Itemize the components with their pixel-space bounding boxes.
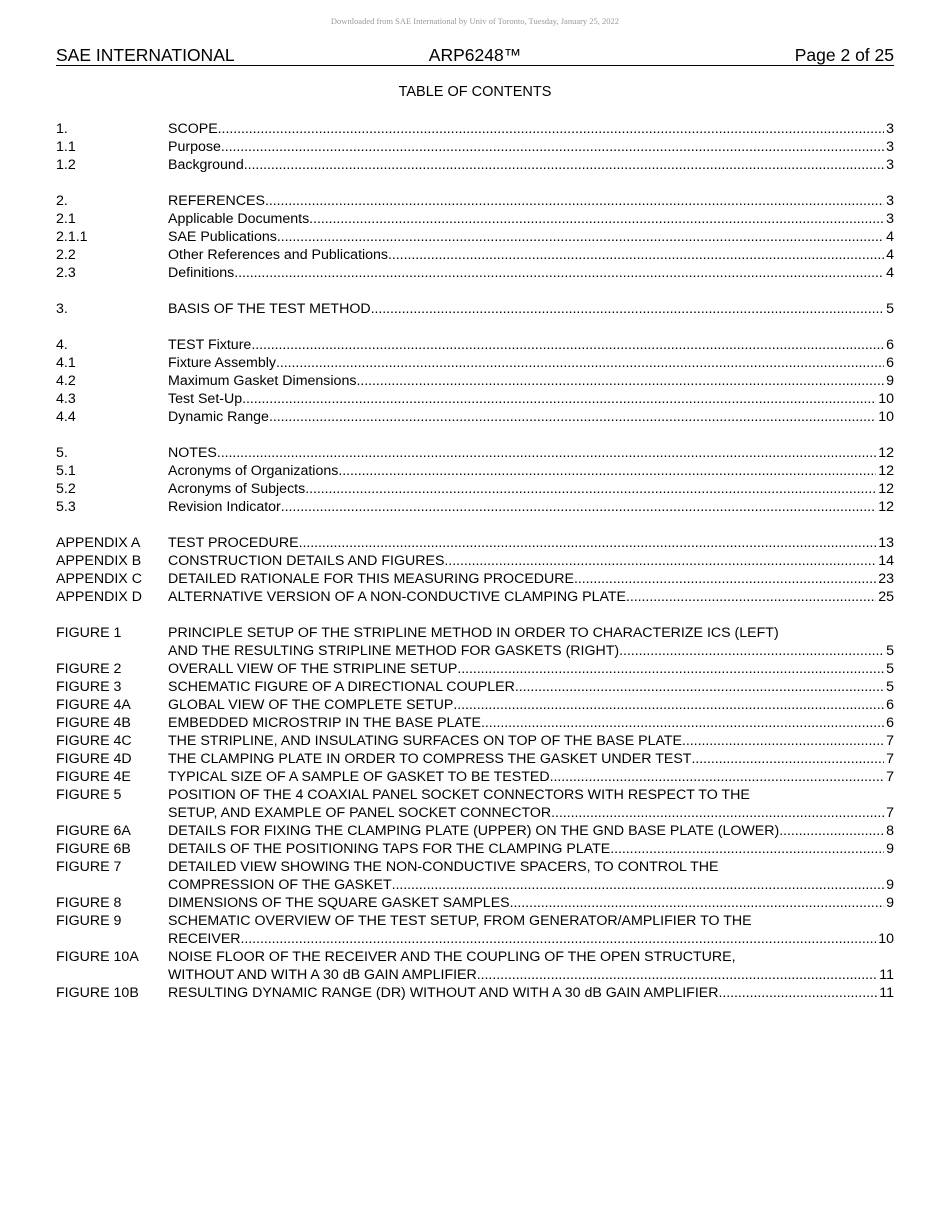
toc-page-number: 5	[886, 661, 894, 677]
toc-entry-number: 4.2	[56, 373, 76, 389]
toc-page-number: 6	[886, 355, 894, 371]
toc-entry-link[interactable]	[168, 408, 894, 426]
dot-leader	[719, 984, 878, 1002]
toc-entry-number: 4.1	[56, 355, 76, 371]
toc-entry-title: EMBEDDED MICROSTRIP IN THE BASE PLATE	[168, 715, 481, 731]
header-page-number: Page 2 of 25	[794, 45, 894, 65]
toc-row	[56, 750, 894, 768]
toc-row	[56, 444, 894, 462]
toc-entry-link[interactable]	[168, 984, 894, 1002]
toc-page-number: 6	[886, 715, 894, 731]
toc-page-number: 4	[886, 229, 894, 245]
toc-entry-title: RESULTING DYNAMIC RANGE (DR) WITHOUT AND WITH A 30 dB GAIN AMPLIFIER	[168, 985, 719, 1001]
toc-entry-title: ALTERNATIVE VERSION OF A NON-CONDUCTIVE CLAMPING PLATE	[168, 589, 627, 605]
toc-row	[56, 714, 894, 732]
dot-leader	[265, 192, 884, 210]
toc-page-number: 9	[886, 895, 894, 911]
toc-entry-number: FIGURE 10B	[56, 985, 139, 1001]
toc-entry-title: SCOPE	[168, 121, 218, 137]
toc-entry-title: DETAILED RATIONALE FOR THIS MEASURING PROCEDURE	[168, 571, 574, 587]
toc-entry-title: SETUP, AND EXAMPLE OF PANEL SOCKET CONNECTOR	[168, 805, 552, 821]
toc-page-number: 3	[886, 193, 894, 209]
toc-row	[56, 948, 894, 966]
toc-entry-title-line[interactable]: POSITION OF THE 4 COAXIAL PANEL SOCKET CONNECTORS WITH RESPECT TO THE	[168, 787, 750, 803]
toc-page-number: 7	[886, 733, 894, 749]
toc-entry-link[interactable]	[168, 300, 894, 318]
toc-page-number: 12	[878, 463, 894, 479]
toc-entry-number: FIGURE 6B	[56, 841, 131, 857]
toc-entry-title: RECEIVER	[168, 931, 241, 947]
toc-page-number: 12	[878, 481, 894, 497]
dot-leader	[626, 588, 876, 606]
toc-entry-number: FIGURE 9	[56, 913, 122, 929]
toc-entry-title-line[interactable]: NOISE FLOOR OF THE RECEIVER AND THE COUPLING OF THE OPEN STRUCTURE,	[168, 949, 736, 965]
page-header	[56, 45, 894, 66]
toc-row	[56, 120, 894, 138]
table-of-contents	[56, 120, 894, 1002]
toc-page-number: 3	[886, 121, 894, 137]
toc-row	[56, 570, 894, 588]
toc-page-number: 14	[878, 553, 894, 569]
toc-entry-number: FIGURE 4D	[56, 751, 132, 767]
toc-row	[56, 786, 894, 804]
toc-row	[56, 300, 894, 318]
toc-page-number: 5	[886, 301, 894, 317]
toc-page-number: 7	[886, 769, 894, 785]
toc-row	[56, 804, 894, 822]
toc-row	[56, 264, 894, 282]
dot-leader	[244, 156, 884, 174]
toc-entry-link[interactable]	[168, 480, 894, 498]
dot-leader	[619, 642, 884, 660]
toc-page-number: 4	[886, 247, 894, 263]
toc-entry-link[interactable]	[168, 804, 894, 822]
toc-page-number: 11	[879, 967, 894, 983]
toc-entry-link[interactable]	[168, 354, 894, 372]
dot-leader	[305, 480, 876, 498]
dot-leader	[221, 138, 884, 156]
toc-entry-number: FIGURE 10A	[56, 949, 139, 965]
toc-entry-link[interactable]	[168, 534, 894, 552]
dot-leader	[277, 228, 884, 246]
toc-page-number: 12	[878, 445, 894, 461]
dot-leader	[338, 462, 876, 480]
toc-row	[56, 228, 894, 246]
toc-page-number: 3	[886, 157, 894, 173]
toc-entry-number: APPENDIX A	[56, 535, 141, 551]
toc-entry-number: 5.	[56, 445, 68, 461]
toc-entry-title: TEST Fixture	[168, 337, 252, 353]
dot-leader	[371, 300, 885, 318]
toc-page-number: 7	[886, 805, 894, 821]
toc-entry-title: Applicable Documents	[168, 211, 310, 227]
toc-entry-link[interactable]	[168, 192, 894, 210]
toc-row	[56, 372, 894, 390]
dot-leader	[515, 678, 884, 696]
toc-entry-number: 3.	[56, 301, 68, 317]
toc-entry-link[interactable]	[168, 246, 894, 264]
dot-leader	[281, 498, 876, 516]
toc-entry-number: FIGURE 5	[56, 787, 122, 803]
dot-leader	[309, 210, 884, 228]
dot-leader	[682, 732, 884, 750]
toc-entry-link[interactable]	[168, 714, 894, 732]
toc-entry-title-line[interactable]: DETAILED VIEW SHOWING THE NON-CONDUCTIVE SPACERS, TO CONTROL THE	[168, 859, 719, 875]
dot-leader	[218, 120, 884, 138]
toc-entry-link[interactable]	[168, 390, 894, 408]
toc-entry-number: 2.1.1	[56, 229, 88, 245]
toc-entry-number: 5.1	[56, 463, 76, 479]
dot-leader	[510, 894, 884, 912]
toc-entry-title: CONSTRUCTION DETAILS AND FIGURES	[168, 553, 445, 569]
toc-row	[56, 462, 894, 480]
toc-entry-number: 5.2	[56, 481, 76, 497]
toc-page-number: 9	[886, 877, 894, 893]
toc-entry-link[interactable]	[168, 822, 894, 840]
toc-row	[56, 552, 894, 570]
dot-leader	[477, 966, 877, 984]
toc-entry-link[interactable]	[168, 210, 894, 228]
toc-page-number: 5	[886, 643, 894, 659]
toc-row	[56, 336, 894, 354]
toc-row	[56, 192, 894, 210]
toc-entry-link[interactable]	[168, 462, 894, 480]
dot-leader	[388, 246, 884, 264]
toc-entry-number: FIGURE 8	[56, 895, 122, 911]
toc-entry-number: 4.4	[56, 409, 76, 425]
toc-row	[56, 984, 894, 1002]
toc-entry-title: Revision Indicator	[168, 499, 281, 515]
toc-row	[56, 246, 894, 264]
toc-entry-link[interactable]	[168, 156, 894, 174]
toc-entry-number: 4.3	[56, 391, 76, 407]
toc-entry-title: REFERENCES	[168, 193, 265, 209]
toc-entry-title: DIMENSIONS OF THE SQUARE GASKET SAMPLES	[168, 895, 510, 911]
toc-entry-number: FIGURE 6A	[56, 823, 131, 839]
dot-leader	[392, 876, 884, 894]
toc-entry-link[interactable]	[168, 552, 894, 570]
toc-row	[56, 678, 894, 696]
toc-entry-number: 1.	[56, 121, 68, 137]
toc-page-number: 12	[878, 499, 894, 515]
toc-row	[56, 534, 894, 552]
header-document-number: ARP6248™	[428, 45, 522, 65]
toc-entry-link[interactable]	[168, 120, 894, 138]
toc-entry-title-line[interactable]: SCHEMATIC OVERVIEW OF THE TEST SETUP, FROM GENERATOR/AMPLIFIER TO THE	[168, 913, 752, 929]
toc-entry-title: COMPRESSION OF THE GASKET	[168, 877, 392, 893]
toc-entry-number: FIGURE 4E	[56, 769, 131, 785]
toc-page-number: 7	[886, 751, 894, 767]
toc-page-number: 9	[886, 373, 894, 389]
download-watermark: Downloaded from SAE International by Univ of Toronto, Tuesday, January 25, 2022	[330, 16, 620, 26]
dot-leader	[241, 930, 877, 948]
dot-leader	[691, 750, 884, 768]
toc-entry-title: Background	[168, 157, 244, 173]
toc-row	[56, 840, 894, 858]
toc-row	[56, 858, 894, 876]
toc-entry-title: SCHEMATIC FIGURE OF A DIRECTIONAL COUPLER	[168, 679, 515, 695]
toc-entry-number: FIGURE 7	[56, 859, 122, 875]
toc-row	[56, 390, 894, 408]
dot-leader	[779, 822, 884, 840]
toc-row	[56, 912, 894, 930]
toc-entry-number: FIGURE 4A	[56, 697, 131, 713]
toc-entry-link[interactable]	[168, 588, 894, 606]
toc-entry-title: DETAILS FOR FIXING THE CLAMPING PLATE (UPPER) ON THE GND BASE PLATE (LOWER)	[168, 823, 780, 839]
dot-leader	[299, 534, 877, 552]
toc-entry-number: FIGURE 2	[56, 661, 122, 677]
toc-page-number: 10	[878, 931, 894, 947]
toc-page-number: 23	[878, 571, 894, 587]
toc-entry-link[interactable]	[168, 768, 894, 786]
toc-entry-title: GLOBAL VIEW OF THE COMPLETE SETUP	[168, 697, 454, 713]
toc-row	[56, 624, 894, 642]
toc-entry-number: 1.1	[56, 139, 76, 155]
toc-entry-title: Other References and Publications	[168, 247, 389, 263]
toc-entry-link[interactable]	[168, 678, 894, 696]
toc-row	[56, 354, 894, 372]
toc-entry-number: FIGURE 4C	[56, 733, 132, 749]
toc-entry-title: THE STRIPLINE, AND INSULATING SURFACES ON TOP OF THE BASE PLATE	[168, 733, 683, 749]
toc-entry-title: TEST PROCEDURE	[168, 535, 299, 551]
header-organization: SAE INTERNATIONAL	[56, 45, 235, 65]
toc-entry-number: 5.3	[56, 499, 76, 515]
toc-row	[56, 732, 894, 750]
toc-entry-title: OVERALL VIEW OF THE STRIPLINE SETUP	[168, 661, 458, 677]
toc-entry-link[interactable]	[168, 228, 894, 246]
toc-entry-link[interactable]	[168, 570, 894, 588]
toc-page-number: 10	[878, 391, 894, 407]
toc-entry-link[interactable]	[168, 750, 894, 768]
toc-entry-link[interactable]	[168, 660, 894, 678]
toc-entry-link[interactable]	[168, 930, 894, 948]
toc-entry-title: Maximum Gasket Dimensions	[168, 373, 357, 389]
toc-entry-link[interactable]	[168, 372, 894, 390]
toc-entry-number: APPENDIX D	[56, 589, 142, 605]
toc-entry-title: NOTES	[168, 445, 217, 461]
toc-row	[56, 588, 894, 606]
toc-entry-link[interactable]	[168, 732, 894, 750]
toc-page-number: 4	[886, 265, 894, 281]
toc-entry-number: 2.3	[56, 265, 76, 281]
dot-leader	[610, 840, 884, 858]
toc-row	[56, 966, 894, 984]
toc-page-number: 6	[886, 337, 894, 353]
toc-entry-number: 2.2	[56, 247, 76, 263]
toc-page-number: 3	[886, 211, 894, 227]
toc-entry-link[interactable]	[168, 966, 894, 984]
dot-leader	[234, 264, 884, 282]
dot-leader	[269, 408, 876, 426]
toc-row	[56, 768, 894, 786]
toc-entry-link[interactable]	[168, 894, 894, 912]
toc-entry-link[interactable]	[168, 138, 894, 156]
toc-entry-number: 4.	[56, 337, 68, 353]
toc-entry-link[interactable]	[168, 264, 894, 282]
dot-leader	[574, 570, 876, 588]
toc-page-number: 11	[879, 985, 894, 1001]
toc-entry-title-line[interactable]: PRINCIPLE SETUP OF THE STRIPLINE METHOD IN ORDER TO CHARACTERIZE ICS (LEFT)	[168, 625, 779, 641]
toc-row	[56, 660, 894, 678]
toc-entry-title: Definitions	[168, 265, 235, 281]
toc-entry-number: FIGURE 3	[56, 679, 122, 695]
toc-entry-title: Dynamic Range	[168, 409, 269, 425]
toc-row	[56, 408, 894, 426]
toc-entry-number: 2.	[56, 193, 68, 209]
dot-leader	[356, 372, 884, 390]
toc-title: TABLE OF CONTENTS	[398, 84, 552, 100]
toc-page-number: 10	[878, 409, 894, 425]
toc-entry-title: Purpose	[168, 139, 221, 155]
toc-row	[56, 480, 894, 498]
toc-entry-title: THE CLAMPING PLATE IN ORDER TO COMPRESS THE GASKET UNDER TEST	[168, 751, 692, 767]
toc-entry-link[interactable]	[168, 336, 894, 354]
toc-entry-title: Fixture Assembly	[168, 355, 277, 371]
toc-row	[56, 696, 894, 714]
toc-entry-title: TYPICAL SIZE OF A SAMPLE OF GASKET TO BE TESTED	[168, 769, 550, 785]
dot-leader	[453, 696, 884, 714]
toc-entry-title: SAE Publications	[168, 229, 277, 245]
dot-leader	[276, 354, 884, 372]
toc-row	[56, 822, 894, 840]
dot-leader	[551, 804, 884, 822]
toc-entry-link[interactable]	[168, 840, 894, 858]
toc-entry-number: FIGURE 4B	[56, 715, 131, 731]
toc-entry-title: AND THE RESULTING STRIPLINE METHOD FOR GASKETS (RIGHT)	[168, 643, 620, 659]
toc-entry-title: BASIS OF THE TEST METHOD	[168, 301, 371, 317]
toc-entry-number: FIGURE 1	[56, 625, 122, 641]
toc-entry-title: WITHOUT AND WITH A 30 dB GAIN AMPLIFIER	[168, 967, 477, 983]
toc-row	[56, 210, 894, 228]
dot-leader	[444, 552, 876, 570]
dot-leader	[251, 336, 884, 354]
toc-page-number: 5	[886, 679, 894, 695]
toc-row	[56, 642, 894, 660]
toc-entry-link[interactable]	[168, 642, 894, 660]
dot-leader	[457, 660, 884, 678]
toc-entry-number: 1.2	[56, 157, 76, 173]
toc-page-number: 9	[886, 841, 894, 857]
toc-entry-number: 2.1	[56, 211, 76, 227]
toc-entry-link[interactable]	[168, 696, 894, 714]
toc-entry-title: Acronyms of Subjects	[168, 481, 306, 497]
toc-row	[56, 894, 894, 912]
toc-page-number: 25	[878, 589, 894, 605]
toc-entry-link[interactable]	[168, 498, 894, 516]
toc-row	[56, 498, 894, 516]
toc-page-number: 8	[886, 823, 894, 839]
dot-leader	[217, 444, 876, 462]
toc-entry-number: APPENDIX C	[56, 571, 142, 587]
toc-page-number: 3	[886, 139, 894, 155]
toc-row	[56, 156, 894, 174]
toc-entry-link[interactable]	[168, 444, 894, 462]
toc-row	[56, 876, 894, 894]
toc-entry-link[interactable]	[168, 876, 894, 894]
toc-page-number: 13	[878, 535, 894, 551]
dot-leader	[242, 390, 876, 408]
toc-row	[56, 138, 894, 156]
toc-entry-title: Acronyms of Organizations	[168, 463, 339, 479]
toc-entry-title: Test Set-Up	[168, 391, 243, 407]
toc-row	[56, 930, 894, 948]
toc-entry-title: DETAILS OF THE POSITIONING TAPS FOR THE CLAMPING PLATE	[168, 841, 611, 857]
toc-page-number: 6	[886, 697, 894, 713]
dot-leader	[550, 768, 885, 786]
toc-entry-number: APPENDIX B	[56, 553, 142, 569]
dot-leader	[481, 714, 884, 732]
